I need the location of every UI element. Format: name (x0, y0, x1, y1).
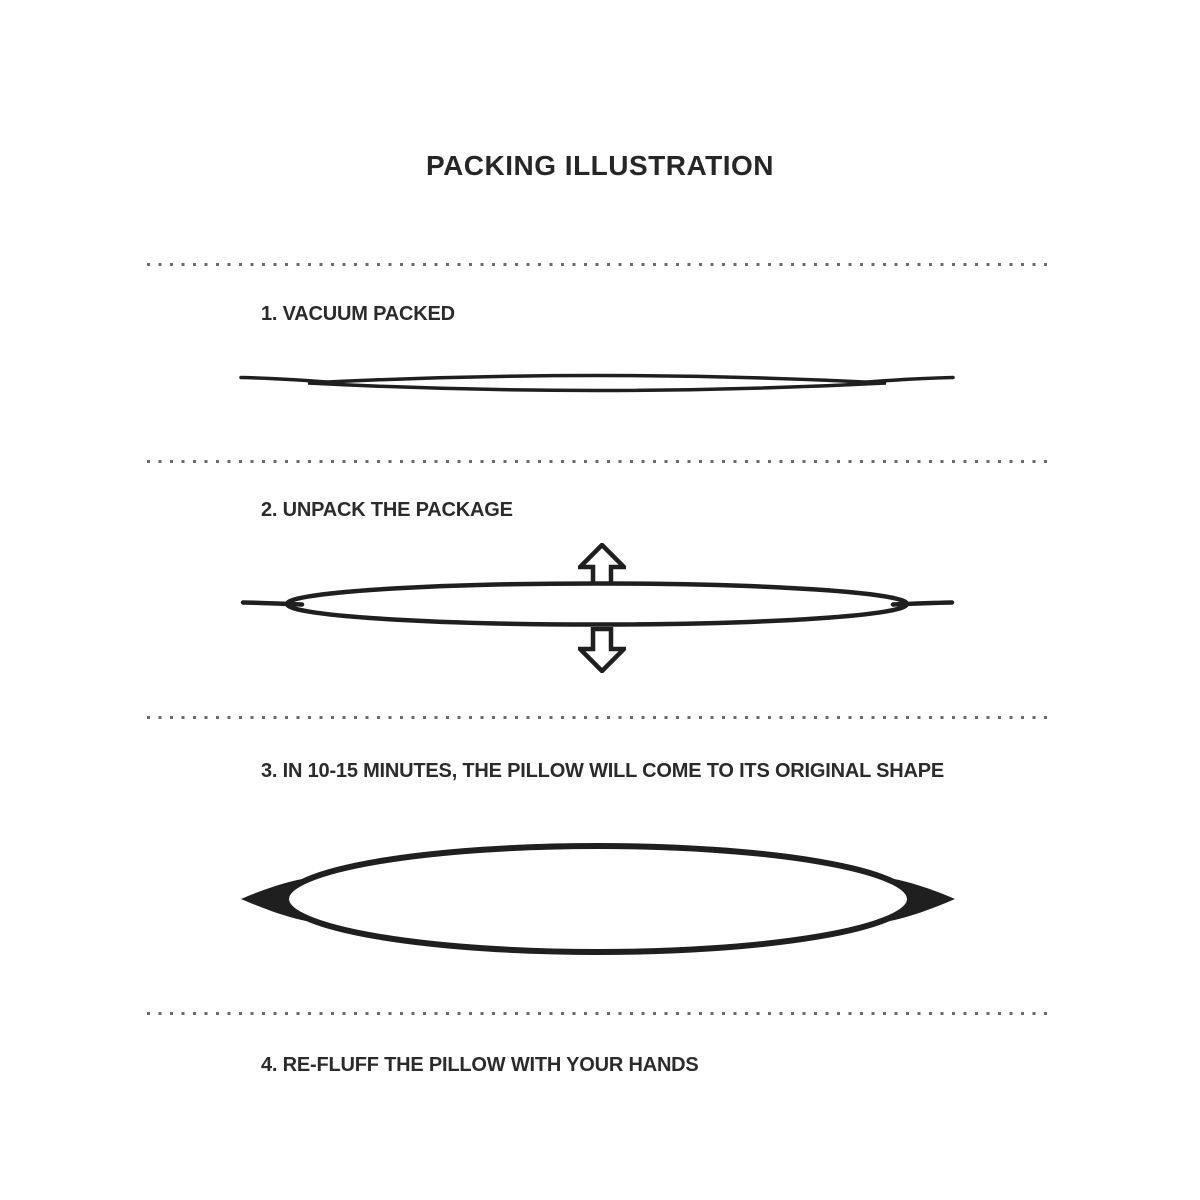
divider-dotted-line (147, 716, 1054, 719)
step-3-label: 3. IN 10-15 MINUTES, THE PILLOW WILL COME TO ITS ORIGINAL SHAPE (261, 760, 945, 782)
divider-dotted-line (147, 1012, 1054, 1015)
step-4-label: 4. RE-FLUFF THE PILLOW WITH YOUR HANDS (261, 1054, 699, 1076)
divider-dotted-line (147, 263, 1054, 266)
page-title: PACKING ILLUSTRATION (425, 150, 775, 181)
expand-down-arrow-icon (578, 627, 626, 673)
divider-dotted-line (147, 460, 1054, 463)
unpacked-pillow-illustration (240, 578, 955, 630)
vacuum-packed-pillow-illustration (238, 362, 956, 402)
step-2-label: 2. UNPACK THE PACKAGE (261, 499, 513, 521)
full-pillow-illustration (238, 837, 958, 961)
step-1-label: 1. VACUUM PACKED (261, 303, 455, 325)
